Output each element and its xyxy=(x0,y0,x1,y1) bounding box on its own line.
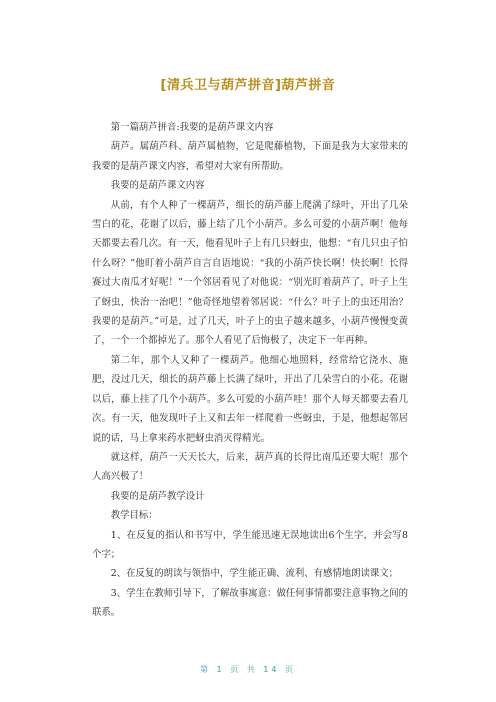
objective-2: 2、在反复的朗读与领悟中，学生能正确、流利、有感情地朗读课文； xyxy=(110,568,399,580)
document-body xyxy=(92,118,408,623)
section-heading: 第一篇葫芦拼音:我要的是葫芦课文内容 xyxy=(110,122,274,133)
subheading-design: 我要的是葫芦教学设计 xyxy=(110,490,205,502)
objective-1: 1、在反复的指认和书写中，学生能迅速无误地读出6个生字，并会写8个字； xyxy=(92,529,408,560)
story-paragraph-2: 第二年，那个人又种了一棵葫芦。他细心地照料，经常给它浇水、施肥，没过几天，细长的葫芦藤上长满了绿叶，开出了几朵雪白的小花。花谢以后，藤上挂了几个小葫芦。多么可爱的小葫芦哇！那个人每天都要去看几次。有一天，他发现叶子上又和去年一样爬着一些蚜虫，于是，他想起邻居说的话，马上拿来药水把蚜虫消灭得精光。 xyxy=(92,354,408,444)
document-title: [清兵卫与葫芦拼音]葫芦拼音 xyxy=(160,78,336,93)
story-paragraph-3: 就这样，葫芦一天天长大，后来，葫芦真的长得比南瓜还要大呢！那个人高兴极了！ xyxy=(92,451,408,483)
story-paragraph-1: 从前，有个人种了一棵葫芦，细长的葫芦藤上爬满了绿叶，开出了几朵雪白的花，花谢了以后，藤上结了几个小葫芦。多么可爱的小葫芦啊！他每天都要去看几次。有一天，他看见叶子上有几只蚜虫，他想：“有几只虫子怕什么呀？”他盯着小葫芦自言自语地说：“我的小葫芦快长啊！快长啊！长得赛过大南瓜才好呢！”一个邻居看见了对他说：“别光盯着葫芦了，叶子上生了蚜虫，快治一治吧！”他奇怪地望着邻居说：“什么？叶子上的虫还用治？我要的是葫芦。”可是，过了几天，叶子上的虫子越来越多，小葫芦慢慢变黄了，一个一个都掉光了。那个人看见了后悔极了，决定下一年再种。 xyxy=(92,199,408,347)
intro-paragraph: 葫芦。属葫芦科、葫芦属植物，它是爬藤植物，下面是我为大家带来的我要的是葫芦课文内容，希望对大家有所帮助。 xyxy=(92,141,408,172)
page-footer: 第 1 页 共 14 页 xyxy=(200,665,296,674)
subheading-text: 我要的是葫芦课文内容 xyxy=(110,180,205,192)
objectives-label: 教学目标： xyxy=(110,510,158,522)
objective-3: 3、学生在教师引导下，了解故事寓意：做任何事情都要注意事物之间的联系。 xyxy=(92,587,408,619)
